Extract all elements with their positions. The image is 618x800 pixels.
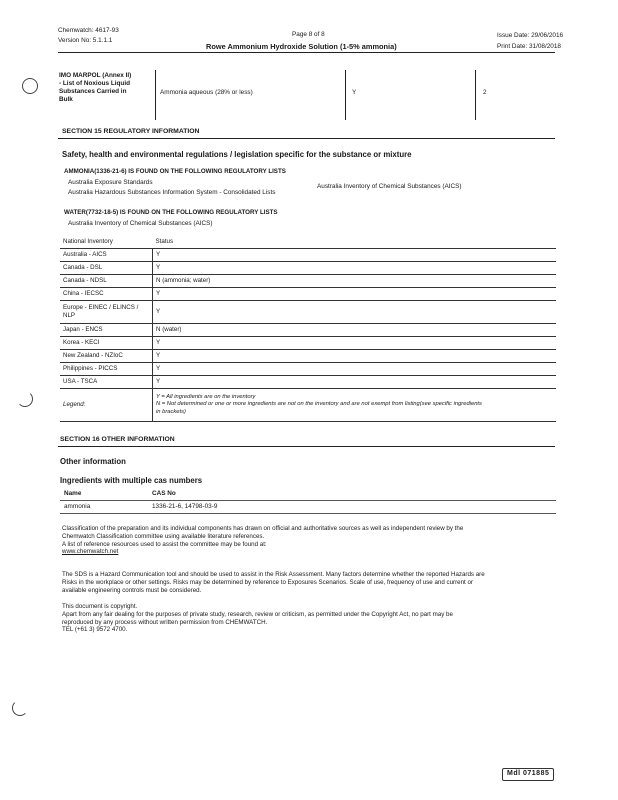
inventory-name: Europe - EINEC / ELINCS / NLP xyxy=(60,301,153,324)
inventory-status: Y xyxy=(153,376,557,389)
inventory-status: Y xyxy=(153,350,557,363)
section-15-title: SECTION 15 REGULATORY INFORMATION xyxy=(62,128,200,135)
inventory-status: N (water) xyxy=(153,324,557,337)
document-title: Rowe Ammonium Hydroxide Solution (1-5% ammonia) xyxy=(206,42,397,51)
table-row xyxy=(60,376,556,389)
classification-paragraph: Classification of the preparation and its individual components has drawn on official and authoritative sources as well as independent review by the Chemwatch Classification committee using available literature references. A list of reference resources used to assist the committee may be found at: www.chemwatch.net xyxy=(62,525,558,556)
table-row xyxy=(60,301,556,324)
cas-name: ammonia xyxy=(64,503,91,510)
other-information-heading: Other information xyxy=(60,457,126,466)
inventory-status: Y xyxy=(153,337,557,350)
table-row xyxy=(60,350,556,363)
inventory-status: Y xyxy=(153,249,557,262)
water-list-item: Australia Inventory of Chemical Substances (AICS) xyxy=(68,220,213,227)
marpol-category: 2 xyxy=(483,89,487,96)
table-row xyxy=(60,275,556,288)
inventory-name: Canada - NDSL xyxy=(60,275,153,288)
copyright-paragraph: This document is copyright. Apart from any fair dealing for the purposes of private study, research, review or criticism, as permitted under the Copyright Act, no part may be reproduced by any process without written permission from CHEMWATCH. TEL (+61 3) 9572 4700. xyxy=(62,603,453,634)
version-number: Version No: 5.1.1.1 xyxy=(58,37,113,44)
table-header-row xyxy=(60,236,556,249)
sds-hazard-paragraph: The SDS is a Hazard Communication tool and should be used to assist in the Risk Assessment. Many factors determine whether the reported Hazards are Risks in the workplace or other settings. Risks may be determined by reference to Exposures Scenarios. Scale of use, frequency of use and current or available engineering controls must be considered. xyxy=(62,571,485,594)
inventory-name: New Zealand - NZIoC xyxy=(60,350,153,363)
inventory-name: Canada - DSL xyxy=(60,262,153,275)
marpol-substance: Ammonia aqueous (28% or less) xyxy=(160,89,253,96)
inventory-name: Korea - KECI xyxy=(60,337,153,350)
legend-label: Legend: xyxy=(60,389,153,422)
inventory-status: Y xyxy=(153,262,557,275)
marpol-divider-2 xyxy=(345,70,346,120)
document-stamp: Mdl 071885 xyxy=(502,768,554,781)
ammonia-list-item: Australia Inventory of Chemical Substances (AICS) xyxy=(317,183,462,190)
issue-date: Issue Date: 29/06/2016 xyxy=(497,32,564,39)
cas-numbers: 1336-21-6, 14798-03-9 xyxy=(152,503,218,510)
table-row xyxy=(60,363,556,376)
multiple-cas-heading: Ingredients with multiple cas numbers xyxy=(60,476,203,485)
section-15-subtitle: Safety, health and environmental regulations / legislation specific for the substance or mixture xyxy=(62,150,412,159)
column-header: Status xyxy=(153,236,557,249)
marpol-divider-1 xyxy=(155,70,156,120)
inventory-name: China - IECSC xyxy=(60,288,153,301)
inventory-name: USA - TSCA xyxy=(60,376,153,389)
punch-hole-middle xyxy=(17,391,33,407)
legend-row xyxy=(60,389,556,422)
ammonia-list-item: Australia Hazardous Substances Information System - Consolidated Lists xyxy=(68,189,276,196)
inventory-status: Y xyxy=(153,363,557,376)
column-header: Name xyxy=(64,490,82,497)
table-row xyxy=(60,249,556,262)
section-15-rule xyxy=(58,138,555,139)
column-header: CAS No xyxy=(152,490,176,497)
inventory-name: Australia - AICS xyxy=(60,249,153,262)
print-date: Print Date: 31/08/2018 xyxy=(497,43,561,50)
legend-text: Y = All ingredients are on the inventory N = Not determined or one or more ingredients are not on the inventory and are not exempt from listing(see specific ingredients in brackets) xyxy=(153,389,557,422)
cas-table-rule xyxy=(60,500,556,501)
cas-table-rule xyxy=(60,513,556,514)
marpol-row xyxy=(58,70,555,120)
punch-hole-bottom xyxy=(12,700,28,716)
table-row xyxy=(60,324,556,337)
marpol-ship-type: Y xyxy=(352,89,357,96)
water-lists-heading: WATER(7732-18-5) IS FOUND ON THE FOLLOWING REGULATORY LISTS xyxy=(64,209,278,216)
national-inventory-table xyxy=(60,236,556,422)
inventory-status: Y xyxy=(153,288,557,301)
header-rule xyxy=(58,52,555,53)
section-16-rule xyxy=(58,446,555,447)
chemwatch-link[interactable]: www.chemwatch.net xyxy=(62,548,119,556)
punch-hole-top xyxy=(22,78,38,94)
table-row xyxy=(60,262,556,275)
inventory-name: Japan - ENCS xyxy=(60,324,153,337)
inventory-status: Y xyxy=(153,301,557,324)
chemwatch-number: Chemwatch: 4617-93 xyxy=(58,27,119,34)
inventory-status: N (ammonia; water) xyxy=(153,275,557,288)
inventory-name: Philippines - PICCS xyxy=(60,363,153,376)
ammonia-list-item: Australia Exposure Standards xyxy=(68,179,153,186)
marpol-label: IMO MARPOL (Annex II) - List of Noxious Liquid Substances Carried in Bulk xyxy=(59,72,132,103)
table-row xyxy=(60,288,556,301)
section-16-title: SECTION 16 OTHER INFORMATION xyxy=(60,436,175,443)
marpol-divider-3 xyxy=(475,70,476,120)
table-row xyxy=(60,337,556,350)
ammonia-lists-heading: AMMONIA(1336-21-6) IS FOUND ON THE FOLLOWING REGULATORY LISTS xyxy=(64,168,286,175)
page-number: Page 8 of 8 xyxy=(292,31,325,38)
column-header: National Inventory xyxy=(60,236,153,249)
